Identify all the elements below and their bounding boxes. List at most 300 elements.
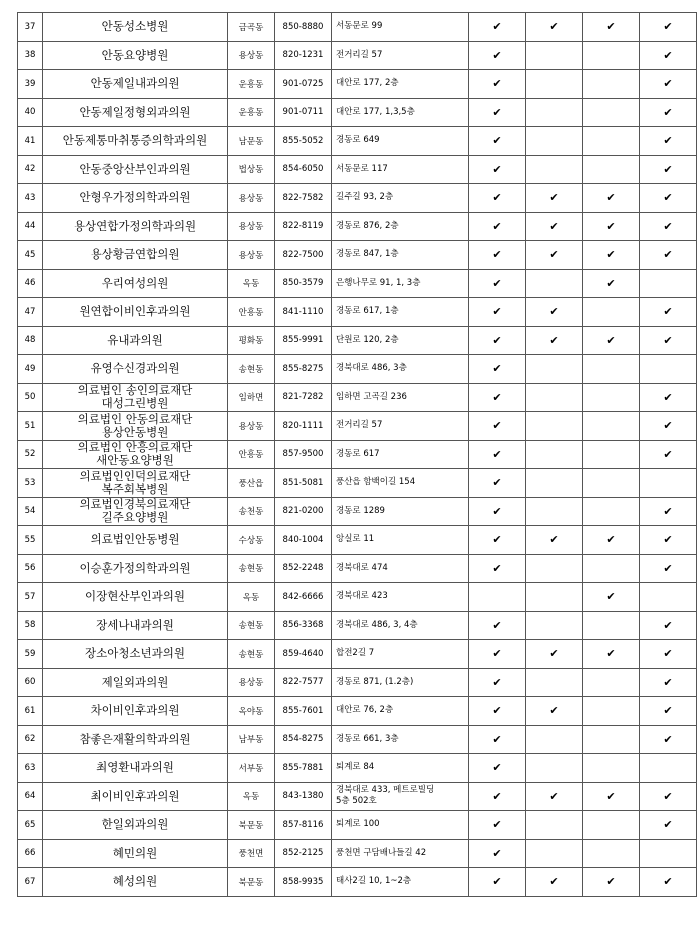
district-cell: 운흥동 — [228, 98, 275, 127]
address-cell — [332, 383, 469, 412]
address-line: 서동문로 117 — [336, 163, 388, 174]
address-cell — [332, 412, 469, 441]
row-number-cell: 37 — [18, 13, 43, 42]
check-cell-1 — [469, 269, 526, 298]
table-row — [18, 526, 697, 555]
check-cell-4 — [640, 611, 697, 640]
checkmark-icon: ✔ — [606, 333, 616, 347]
check-cell-1 — [469, 839, 526, 868]
facility-name-line: 혜민의원 — [112, 845, 158, 860]
phone-cell: 850-8880 — [275, 13, 332, 42]
table-row — [18, 497, 697, 526]
address-line: 앙실로 11 — [336, 534, 375, 545]
row-number-cell: 66 — [18, 839, 43, 868]
district-cell: 안흥동 — [228, 440, 275, 469]
address-line: 경동로 876, 2층 — [336, 220, 399, 231]
check-cell-2 — [526, 98, 583, 127]
facility-name-cell — [43, 70, 228, 99]
district-cell: 송현동 — [228, 355, 275, 384]
district-cell: 남문동 — [228, 127, 275, 156]
address-cell — [332, 155, 469, 184]
checkmark-icon: ✔ — [492, 704, 502, 718]
facility-name-line: 복주회복병원 — [101, 481, 169, 496]
checkmark-icon: ✔ — [549, 704, 559, 718]
facility-name-cell — [43, 754, 228, 783]
row-number-cell: 57 — [18, 583, 43, 612]
address-cell — [332, 497, 469, 526]
check-cell-2 — [526, 526, 583, 555]
phone-cell: 822-8119 — [275, 212, 332, 241]
phone-cell: 843-1380 — [275, 782, 332, 811]
address-line: 전거리길 57 — [336, 49, 383, 60]
check-cell-1 — [469, 13, 526, 42]
row-number-cell: 49 — [18, 355, 43, 384]
check-cell-4 — [640, 526, 697, 555]
facility-name-line: 길주요양병원 — [101, 510, 169, 525]
check-cell-4 — [640, 412, 697, 441]
table-row — [18, 782, 697, 811]
address-cell — [332, 469, 469, 498]
row-number-cell: 64 — [18, 782, 43, 811]
row-number-cell: 40 — [18, 98, 43, 127]
address-cell — [332, 269, 469, 298]
check-cell-4 — [640, 383, 697, 412]
row-number-cell: 67 — [18, 868, 43, 897]
checkmark-icon: ✔ — [606, 191, 616, 205]
check-cell-2 — [526, 298, 583, 327]
row-number-cell: 41 — [18, 127, 43, 156]
district-cell: 옥동 — [228, 782, 275, 811]
check-cell-1 — [469, 412, 526, 441]
checkmark-icon: ✔ — [606, 533, 616, 547]
address-cell — [332, 70, 469, 99]
row-number-cell: 42 — [18, 155, 43, 184]
check-cell-4 — [640, 127, 697, 156]
row-number-cell: 47 — [18, 298, 43, 327]
address-cell — [332, 868, 469, 897]
checkmark-icon: ✔ — [549, 333, 559, 347]
facility-name-line: 의료법인 안동의료재단 — [77, 411, 193, 426]
checkmark-icon: ✔ — [492, 134, 502, 148]
row-number-cell: 44 — [18, 212, 43, 241]
check-cell-3 — [583, 839, 640, 868]
checkmark-icon: ✔ — [549, 533, 559, 547]
phone-cell: 854-6050 — [275, 155, 332, 184]
checkmark-icon: ✔ — [663, 48, 673, 62]
checkmark-icon: ✔ — [549, 789, 559, 803]
address-line: 경동로 1289 — [336, 505, 385, 516]
check-cell-4 — [640, 782, 697, 811]
check-cell-2 — [526, 184, 583, 213]
phone-cell: 851-5081 — [275, 469, 332, 498]
phone-cell: 854-8275 — [275, 725, 332, 754]
checkmark-icon: ✔ — [606, 789, 616, 803]
facility-name-line: 의료법인 안흥의료재단 — [77, 440, 193, 455]
table-row — [18, 811, 697, 840]
address-cell — [332, 782, 469, 811]
check-cell-2 — [526, 668, 583, 697]
facility-name-line: 의료법인인덕의료재단 — [79, 468, 191, 483]
row-number-cell: 43 — [18, 184, 43, 213]
check-cell-2 — [526, 811, 583, 840]
check-cell-4 — [640, 355, 697, 384]
address-cell — [332, 697, 469, 726]
checkmark-icon: ✔ — [663, 248, 673, 262]
address-cell — [332, 526, 469, 555]
facility-name-cell — [43, 155, 228, 184]
check-cell-1 — [469, 70, 526, 99]
checkmark-icon: ✔ — [549, 219, 559, 233]
district-cell: 용상동 — [228, 212, 275, 241]
facility-name-line: 이장현산부인과의원 — [85, 589, 185, 604]
checkmark-icon: ✔ — [492, 276, 502, 290]
row-number-cell: 51 — [18, 412, 43, 441]
address-line: 임하면 고곡길 236 — [336, 391, 407, 402]
check-cell-1 — [469, 554, 526, 583]
facility-name-cell — [43, 611, 228, 640]
check-cell-3 — [583, 782, 640, 811]
check-cell-1 — [469, 41, 526, 70]
check-cell-3 — [583, 583, 640, 612]
check-cell-2 — [526, 583, 583, 612]
check-cell-1 — [469, 469, 526, 498]
district-cell: 옥동 — [228, 269, 275, 298]
check-cell-1 — [469, 355, 526, 384]
facility-name-cell — [43, 440, 228, 469]
facility-name-cell — [43, 326, 228, 355]
phone-cell: 852-2125 — [275, 839, 332, 868]
phone-cell: 901-0725 — [275, 70, 332, 99]
facility-name-cell — [43, 98, 228, 127]
district-cell: 풍천면 — [228, 839, 275, 868]
facility-name-cell — [43, 127, 228, 156]
district-cell: 용상동 — [228, 41, 275, 70]
checkmark-icon: ✔ — [663, 533, 673, 547]
address-cell — [332, 611, 469, 640]
address-cell — [332, 13, 469, 42]
checkmark-icon: ✔ — [492, 761, 502, 775]
district-cell: 용상동 — [228, 412, 275, 441]
facility-name-cell — [43, 782, 228, 811]
facility-name-cell — [43, 13, 228, 42]
row-number-cell: 62 — [18, 725, 43, 754]
address-line: 경동로 617, 1층 — [336, 306, 399, 317]
check-cell-3 — [583, 412, 640, 441]
facility-name-cell — [43, 697, 228, 726]
check-cell-4 — [640, 811, 697, 840]
checkmark-icon: ✔ — [663, 105, 673, 119]
district-cell: 풍산읍 — [228, 469, 275, 498]
facility-name-cell — [43, 583, 228, 612]
facility-name-cell — [43, 811, 228, 840]
address-line: 경북대로 486, 3, 4층 — [336, 619, 418, 630]
address-line: 길주길 93, 2층 — [336, 192, 394, 203]
facility-name-line: 대성그린병원 — [101, 396, 169, 411]
checkmark-icon: ✔ — [606, 20, 616, 34]
address-line: 경북대로 474 — [336, 562, 388, 573]
table-row — [18, 868, 697, 897]
check-cell-1 — [469, 811, 526, 840]
facility-name-line: 장세나내과의원 — [96, 617, 174, 632]
address-cell — [332, 583, 469, 612]
check-cell-2 — [526, 868, 583, 897]
district-cell: 용상동 — [228, 241, 275, 270]
address-line: 단원로 120, 2층 — [336, 334, 399, 345]
check-cell-2 — [526, 839, 583, 868]
phone-cell: 858-9935 — [275, 868, 332, 897]
check-cell-3 — [583, 98, 640, 127]
check-cell-2 — [526, 155, 583, 184]
phone-cell: 855-5052 — [275, 127, 332, 156]
check-cell-2 — [526, 241, 583, 270]
table-row — [18, 269, 697, 298]
checkmark-icon: ✔ — [663, 447, 673, 461]
row-number-cell: 46 — [18, 269, 43, 298]
check-cell-4 — [640, 725, 697, 754]
checkmark-icon: ✔ — [492, 875, 502, 889]
row-number-cell: 65 — [18, 811, 43, 840]
check-cell-1 — [469, 725, 526, 754]
check-cell-1 — [469, 782, 526, 811]
facility-name-cell — [43, 469, 228, 498]
check-cell-3 — [583, 611, 640, 640]
facility-name-cell — [43, 668, 228, 697]
table-row — [18, 355, 697, 384]
checkmark-icon: ✔ — [492, 362, 502, 376]
phone-cell: 820-1111 — [275, 412, 332, 441]
facility-name-line: 우리여성의원 — [101, 275, 169, 290]
checkmark-icon: ✔ — [492, 77, 502, 91]
checkmark-icon: ✔ — [492, 20, 502, 34]
check-cell-4 — [640, 839, 697, 868]
check-cell-4 — [640, 41, 697, 70]
facility-name-line: 최영환내과의원 — [96, 760, 174, 775]
check-cell-3 — [583, 155, 640, 184]
facility-name-line: 용상황금연합의원 — [90, 247, 180, 262]
checkmark-icon: ✔ — [663, 419, 673, 433]
phone-cell: 841-1110 — [275, 298, 332, 327]
facility-name-line: 장소아청소년과의원 — [85, 646, 185, 661]
checkmark-icon: ✔ — [663, 20, 673, 34]
row-number-cell: 56 — [18, 554, 43, 583]
row-number-cell: 38 — [18, 41, 43, 70]
checkmark-icon: ✔ — [663, 647, 673, 661]
table-row — [18, 127, 697, 156]
check-cell-4 — [640, 70, 697, 99]
checkmark-icon: ✔ — [663, 561, 673, 575]
check-cell-3 — [583, 355, 640, 384]
phone-cell: 822-7500 — [275, 241, 332, 270]
check-cell-4 — [640, 326, 697, 355]
check-cell-4 — [640, 98, 697, 127]
facility-name-line: 유영수신경과의원 — [90, 361, 180, 376]
row-number-cell: 52 — [18, 440, 43, 469]
check-cell-3 — [583, 241, 640, 270]
check-cell-4 — [640, 298, 697, 327]
address-line: 경북대로 433, 메트로빌딩 — [336, 785, 435, 796]
checkmark-icon: ✔ — [492, 789, 502, 803]
checkmark-icon: ✔ — [492, 618, 502, 632]
check-cell-1 — [469, 326, 526, 355]
check-cell-1 — [469, 212, 526, 241]
facility-name-cell — [43, 640, 228, 669]
phone-cell: 857-9500 — [275, 440, 332, 469]
table-row — [18, 725, 697, 754]
check-cell-4 — [640, 241, 697, 270]
address-line: 대안로 177, 1,3,5층 — [336, 106, 415, 117]
checkmark-icon: ✔ — [492, 675, 502, 689]
check-cell-2 — [526, 212, 583, 241]
check-cell-4 — [640, 697, 697, 726]
checkmark-icon: ✔ — [606, 248, 616, 262]
checkmark-icon: ✔ — [663, 390, 673, 404]
phone-cell: 859-4640 — [275, 640, 332, 669]
address-cell — [332, 184, 469, 213]
address-line: 태사2길 10, 1~2층 — [336, 876, 412, 887]
table-row — [18, 155, 697, 184]
check-cell-1 — [469, 526, 526, 555]
checkmark-icon: ✔ — [606, 276, 616, 290]
check-cell-3 — [583, 868, 640, 897]
check-cell-2 — [526, 497, 583, 526]
check-cell-1 — [469, 868, 526, 897]
table-row — [18, 469, 697, 498]
check-cell-2 — [526, 469, 583, 498]
checkmark-icon: ✔ — [492, 533, 502, 547]
check-cell-2 — [526, 440, 583, 469]
district-cell: 수상동 — [228, 526, 275, 555]
facility-name-line: 의료법인 송인의료재단 — [77, 383, 193, 398]
check-cell-1 — [469, 440, 526, 469]
check-cell-3 — [583, 725, 640, 754]
check-cell-3 — [583, 640, 640, 669]
address-line: 대안로 76, 2층 — [336, 705, 394, 716]
check-cell-3 — [583, 212, 640, 241]
check-cell-2 — [526, 269, 583, 298]
address-cell — [332, 839, 469, 868]
address-line: 서동문로 99 — [336, 21, 383, 32]
check-cell-4 — [640, 440, 697, 469]
check-cell-4 — [640, 554, 697, 583]
address-cell — [332, 241, 469, 270]
checkmark-icon: ✔ — [606, 647, 616, 661]
check-cell-4 — [640, 640, 697, 669]
facility-name-cell — [43, 241, 228, 270]
check-cell-3 — [583, 298, 640, 327]
check-cell-2 — [526, 127, 583, 156]
address-line: 퇴계로 84 — [336, 762, 375, 773]
table-row — [18, 611, 697, 640]
check-cell-4 — [640, 868, 697, 897]
hospital-table — [17, 12, 697, 897]
checkmark-icon: ✔ — [492, 105, 502, 119]
address-line: 경북대로 486, 3층 — [336, 363, 407, 374]
check-cell-2 — [526, 782, 583, 811]
check-cell-4 — [640, 13, 697, 42]
table-row — [18, 754, 697, 783]
row-number-cell: 61 — [18, 697, 43, 726]
checkmark-icon: ✔ — [492, 48, 502, 62]
facility-name-cell — [43, 497, 228, 526]
table-row — [18, 583, 697, 612]
facility-name-line: 차이비인후과의원 — [90, 703, 180, 718]
district-cell: 북문동 — [228, 811, 275, 840]
district-cell: 남부동 — [228, 725, 275, 754]
check-cell-3 — [583, 269, 640, 298]
checkmark-icon: ✔ — [549, 647, 559, 661]
facility-name-line: 최이비인후과의원 — [90, 788, 180, 803]
row-number-cell: 50 — [18, 383, 43, 412]
row-number-cell: 39 — [18, 70, 43, 99]
facility-name-cell — [43, 554, 228, 583]
table-row — [18, 212, 697, 241]
check-cell-1 — [469, 241, 526, 270]
phone-cell: 855-7601 — [275, 697, 332, 726]
facility-name-line: 제일외과의원 — [101, 674, 169, 689]
check-cell-1 — [469, 668, 526, 697]
address-line: 퇴계로 100 — [336, 819, 380, 830]
checkmark-icon: ✔ — [492, 390, 502, 404]
check-cell-4 — [640, 497, 697, 526]
checkmark-icon: ✔ — [663, 504, 673, 518]
district-cell: 옥동 — [228, 583, 275, 612]
checkmark-icon: ✔ — [663, 732, 673, 746]
address-cell — [332, 212, 469, 241]
facility-name-line: 안형우가정의학과의원 — [79, 190, 191, 205]
checkmark-icon: ✔ — [492, 305, 502, 319]
address-line: 경동로 847, 1층 — [336, 249, 399, 260]
checkmark-icon: ✔ — [663, 162, 673, 176]
check-cell-3 — [583, 754, 640, 783]
facility-name-cell — [43, 41, 228, 70]
phone-cell: 840-1004 — [275, 526, 332, 555]
table-row — [18, 41, 697, 70]
check-cell-3 — [583, 13, 640, 42]
hospital-table-body — [18, 13, 697, 897]
address-cell — [332, 127, 469, 156]
check-cell-1 — [469, 98, 526, 127]
check-cell-2 — [526, 611, 583, 640]
address-line: 전거리길 57 — [336, 420, 383, 431]
check-cell-4 — [640, 583, 697, 612]
checkmark-icon: ✔ — [663, 134, 673, 148]
table-row — [18, 839, 697, 868]
row-number-cell: 60 — [18, 668, 43, 697]
check-cell-1 — [469, 583, 526, 612]
check-cell-4 — [640, 469, 697, 498]
check-cell-2 — [526, 754, 583, 783]
checkmark-icon: ✔ — [492, 219, 502, 233]
facility-name-cell — [43, 355, 228, 384]
address-line: 은행나무로 91, 1, 3층 — [336, 277, 421, 288]
table-row — [18, 184, 697, 213]
facility-name-line: 안동요양병원 — [101, 47, 169, 62]
facility-name-line: 원연합이비인후과의원 — [79, 304, 191, 319]
check-cell-2 — [526, 326, 583, 355]
facility-name-cell — [43, 725, 228, 754]
checkmark-icon: ✔ — [492, 561, 502, 575]
phone-cell: 855-8275 — [275, 355, 332, 384]
address-line: 풍산읍 함백이길 154 — [336, 477, 416, 488]
checkmark-icon: ✔ — [492, 732, 502, 746]
check-cell-1 — [469, 184, 526, 213]
check-cell-2 — [526, 41, 583, 70]
phone-cell: 820-1231 — [275, 41, 332, 70]
row-number-cell: 63 — [18, 754, 43, 783]
phone-cell: 855-9991 — [275, 326, 332, 355]
checkmark-icon: ✔ — [663, 333, 673, 347]
check-cell-1 — [469, 127, 526, 156]
